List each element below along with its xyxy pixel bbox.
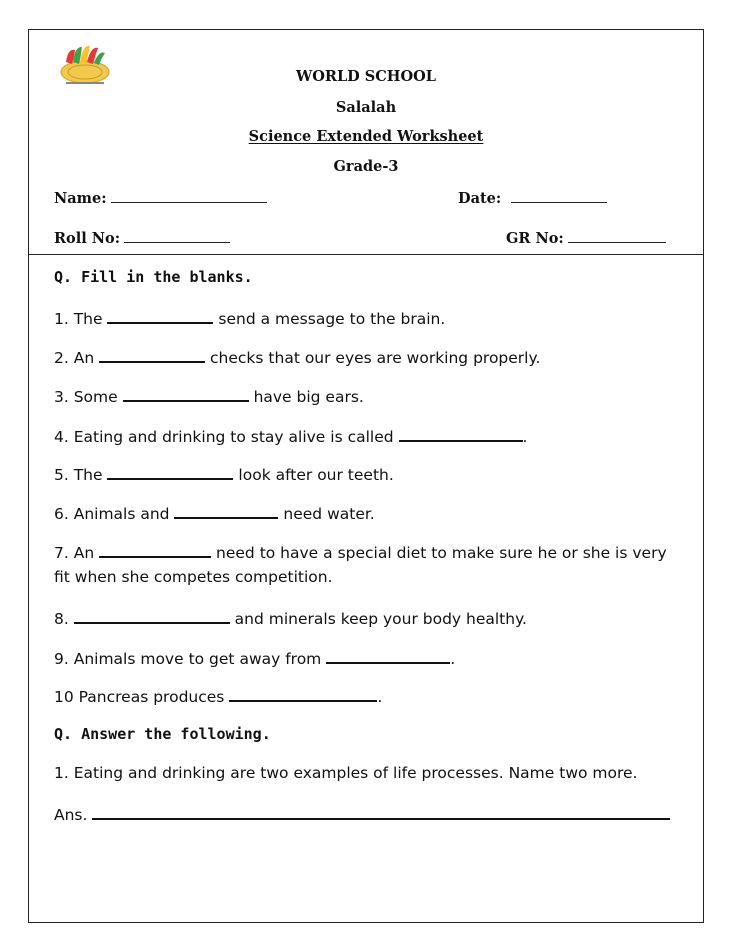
- blank-question-8: 8. and minerals keep your body healthy.: [54, 607, 527, 628]
- date-blank[interactable]: [511, 188, 607, 203]
- school-city: Salalah: [335, 99, 397, 116]
- ans-label: Ans.: [54, 806, 88, 824]
- name-label: Name:: [54, 190, 107, 207]
- blank-question-2: 2. An checks that our eyes are working properly.: [54, 346, 540, 367]
- section1-heading: Q. Fill in the blanks.: [54, 268, 253, 286]
- answer-blank[interactable]: [99, 346, 205, 363]
- answer-blank[interactable]: [107, 463, 233, 480]
- blank-question-10: 10 Pancreas produces .: [54, 685, 382, 706]
- header-divider: [28, 254, 704, 255]
- answer-blank[interactable]: [174, 502, 278, 519]
- answer-blank[interactable]: [326, 647, 450, 664]
- answer-blank[interactable]: [123, 385, 249, 402]
- worksheet-title-text: Science Extended Worksheet: [248, 128, 484, 145]
- roll-blank[interactable]: [124, 228, 230, 243]
- blank-question-9: 9. Animals move to get away from .: [54, 647, 455, 668]
- answer-blank[interactable]: [399, 425, 523, 442]
- blank-question-4: 4. Eating and drinking to stay alive is called .: [54, 425, 527, 446]
- section2-heading: Q. Answer the following.: [54, 725, 271, 743]
- gr-label: GR No:: [506, 230, 564, 247]
- blank-question-7: 7. An need to have a special diet to make sure he or she is very: [54, 541, 667, 562]
- answer-blank[interactable]: [99, 541, 211, 558]
- blank-question-6: 6. Animals and need water.: [54, 502, 375, 523]
- blank-question-3: 3. Some have big ears.: [54, 385, 364, 406]
- school-name: WORLD SCHOOL: [296, 68, 436, 85]
- blank-question-1: 1. The send a message to the brain.: [54, 307, 445, 328]
- name-blank[interactable]: [111, 188, 267, 203]
- name-field[interactable]: [54, 188, 267, 207]
- blank-question-7-continued: fit when she competes competition.: [54, 568, 333, 586]
- roll-field[interactable]: [54, 228, 230, 247]
- answer-blank[interactable]: [74, 607, 230, 624]
- worksheet-title: [28, 128, 704, 145]
- answer-question-1: 1. Eating and drinking are two examples of life processes. Name two more.: [54, 764, 638, 782]
- answer-line[interactable]: [92, 803, 670, 820]
- answer-line-row: [54, 803, 670, 824]
- answer-blank[interactable]: [229, 685, 377, 702]
- gr-field[interactable]: [506, 228, 666, 247]
- answer-blank[interactable]: [107, 307, 213, 324]
- date-field[interactable]: [458, 188, 607, 207]
- grade-label: Grade-3: [333, 158, 399, 175]
- gr-blank[interactable]: [568, 228, 666, 243]
- date-label: Date:: [458, 190, 502, 207]
- blank-question-5: 5. The look after our teeth.: [54, 463, 394, 484]
- roll-label: Roll No:: [54, 230, 121, 247]
